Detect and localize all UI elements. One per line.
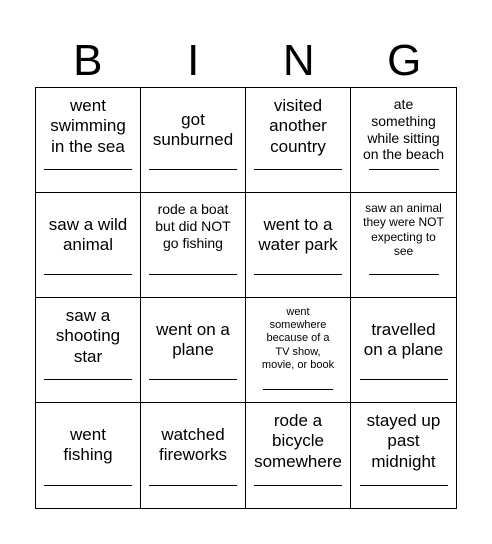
header-letter-i: I [187,36,200,85]
cell-text: travelled on a plane [363,320,444,360]
bingo-cell-10[interactable] [141,298,246,403]
bingo-board [35,87,457,509]
cell-text: rode a bicycle somewhere [254,411,342,471]
bingo-cell-8[interactable] [351,193,456,298]
bingo-cell-7[interactable] [246,193,351,298]
signature-line [149,274,237,275]
signature-line [149,169,237,170]
signature-line [254,485,342,486]
bingo-cell-5[interactable] [36,193,141,298]
signature-line [360,485,448,486]
cell-text: saw an animal they were NOT expecting to see [363,201,444,259]
bingo-cell-16[interactable] [351,403,456,508]
cell-text: went to a water park [258,215,338,255]
bingo-cell-13[interactable] [36,403,141,508]
signature-line [149,379,237,380]
signature-line [149,485,237,486]
signature-line [369,274,439,275]
header-letter-b: B [73,36,103,85]
signature-line [44,379,132,380]
signature-line [254,274,342,275]
signature-line [254,169,342,170]
bingo-cell-3[interactable] [246,88,351,193]
cell-text: went somewhere because of a TV show, movie, or book [261,306,335,371]
cell-text: went on a plane [156,320,230,360]
cell-text: visited another country [269,96,327,156]
cell-text: saw a wild animal [48,215,128,255]
cell-text: saw a shooting star [55,306,121,366]
bingo-cell-11[interactable] [246,298,351,403]
signature-line [44,169,132,170]
signature-line [263,389,333,390]
cell-text: went fishing [63,425,113,465]
cell-text: got sunburned [152,110,234,150]
bingo-cell-12[interactable] [351,298,456,403]
cell-text: went swimming in the sea [50,96,126,156]
signature-line [44,274,132,275]
header-letter-n: N [282,36,315,85]
bingo-header [35,36,457,86]
cell-text: stayed up past midnight [366,411,441,471]
signature-line [44,485,132,486]
bingo-cell-14[interactable] [141,403,246,508]
cell-text: watched fireworks [158,425,227,465]
signature-line [360,379,448,380]
bingo-cell-6[interactable] [141,193,246,298]
bingo-cell-1[interactable] [36,88,141,193]
bingo-cell-9[interactable] [36,298,141,403]
cell-text: rode a boat but did NOT go fishing [155,201,231,251]
bingo-cell-4[interactable] [351,88,456,193]
cell-text: ate something while sitting on the beach [363,96,444,163]
signature-line [369,169,439,170]
bingo-cell-2[interactable] [141,88,246,193]
bingo-cell-15[interactable] [246,403,351,508]
header-letter-g: G [387,36,422,85]
